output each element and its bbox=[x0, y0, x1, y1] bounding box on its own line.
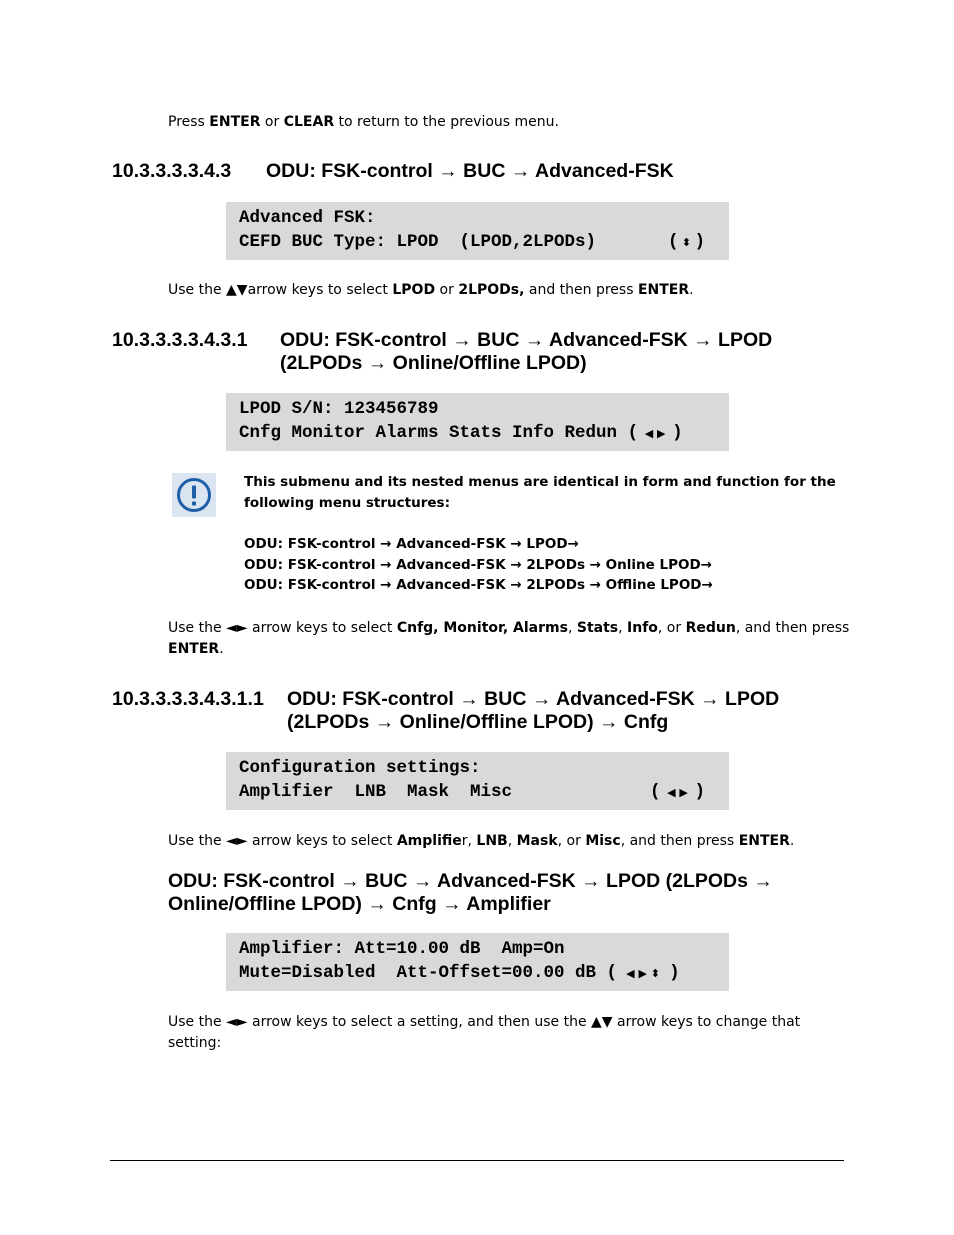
paren: ) bbox=[672, 423, 683, 443]
instruction-paragraph-2 bbox=[168, 618, 850, 660]
footer-rule bbox=[110, 1160, 844, 1161]
text: Press bbox=[168, 114, 210, 130]
redun-label: Redun bbox=[685, 620, 736, 636]
left-right-arrow-icon: ◀ ▶ bbox=[644, 427, 666, 440]
section-heading-lpod bbox=[112, 329, 832, 377]
paren: ) bbox=[669, 963, 680, 983]
amplifier-label: Amplifie bbox=[396, 833, 462, 849]
text: , or bbox=[657, 620, 686, 636]
stats-label: Stats bbox=[576, 620, 619, 636]
mask-label: Mask bbox=[516, 833, 558, 849]
lcd-nav-hint bbox=[668, 232, 705, 252]
note-line: following menu structures: bbox=[244, 494, 450, 511]
section-heading-amplifier bbox=[168, 870, 773, 916]
section-number: 10.3.3.3.3.4.3.1 bbox=[112, 329, 248, 351]
enter-key-label: ENTER bbox=[168, 641, 220, 657]
lcd-nav-hint bbox=[650, 782, 705, 802]
text: , bbox=[567, 620, 577, 636]
lcd-display-lpod bbox=[226, 393, 729, 451]
section-title: ODU: FSK-control → BUC → Advanced-FSK bbox=[266, 160, 674, 182]
text: and then press bbox=[524, 282, 638, 298]
lcd-display-cnfg bbox=[226, 752, 729, 810]
clear-key-label: CLEAR bbox=[283, 114, 335, 130]
menu-path: ODU: FSK-control → Advanced-FSK → 2LPODs → Offline LPOD→ bbox=[244, 577, 713, 593]
misc-label: Misc bbox=[585, 833, 621, 849]
note-text bbox=[244, 472, 836, 596]
text: . bbox=[789, 833, 795, 849]
lnb-label: LNB bbox=[476, 833, 508, 849]
text: or bbox=[435, 282, 459, 298]
section-title-line-2: (2LPODs → Online/Offline LPOD) bbox=[280, 352, 587, 374]
exclamation-circle-icon bbox=[172, 473, 216, 517]
text: . bbox=[219, 641, 224, 657]
text: , bbox=[507, 833, 517, 849]
text-line: Use the ◄► arrow keys to select a setting, and then use the ▲▼ arrow keys to change that bbox=[168, 1014, 801, 1030]
section-title-line-1: ODU: FSK-control → BUC → Advanced-FSK → LPOD bbox=[287, 688, 780, 710]
menu-items-label: Cnfg, Monitor, Alarms bbox=[396, 620, 568, 636]
lcd-line-1: Amplifier: Att=10.00 dB Amp=On bbox=[239, 939, 565, 959]
text: , bbox=[618, 620, 628, 636]
section-number: 10.3.3.3.3.4.3 bbox=[112, 160, 232, 182]
instruction-paragraph-3 bbox=[168, 831, 794, 852]
menu-path: ODU: FSK-control → Advanced-FSK → 2LPODs → Online LPOD→ bbox=[244, 556, 712, 573]
section-title-line-1: ODU: FSK-control → BUC → Advanced-FSK → LPOD bbox=[280, 329, 773, 351]
text: or bbox=[260, 114, 284, 130]
important-note-icon bbox=[172, 473, 216, 517]
lcd-display-advanced-fsk bbox=[226, 202, 729, 260]
up-down-arrow-icon: ⬍ bbox=[681, 236, 692, 249]
lcd-display-amplifier bbox=[226, 933, 729, 991]
enter-key-label: ENTER bbox=[209, 114, 261, 130]
lcd-line-2 bbox=[239, 963, 680, 983]
paren: ) bbox=[694, 782, 706, 802]
lcd-line-1: Configuration settings: bbox=[239, 758, 481, 778]
left-right-arrow-icon: ◀ ▶ bbox=[667, 786, 688, 799]
text: Use the ◄► arrow keys to select bbox=[168, 620, 397, 636]
text: . bbox=[689, 282, 694, 298]
text: Use the ◄► arrow keys to select bbox=[168, 833, 397, 849]
text: , and then press bbox=[735, 620, 850, 636]
instruction-paragraph-1 bbox=[168, 280, 694, 301]
section-title-line-2: Online/Offline LPOD) → Cnfg → Amplifier bbox=[168, 893, 551, 915]
lcd-line-2: Amplifier LNB Mask Misc bbox=[239, 782, 513, 802]
text: Use the ▲▼arrow keys to select bbox=[168, 282, 393, 298]
lcd-line-1: LPOD S/N: 123456789 bbox=[239, 399, 439, 419]
text: , and then press bbox=[620, 833, 739, 849]
menu-path: ODU: FSK-control → Advanced-FSK → LPOD→ bbox=[244, 536, 579, 552]
paren: ( bbox=[650, 782, 661, 802]
text: r, bbox=[461, 833, 477, 849]
lcd-line-2: CEFD BUC Type: LPOD (LPOD,2LPODs) bbox=[239, 232, 597, 252]
section-title-line-1: ODU: FSK-control → BUC → Advanced-FSK → LPOD (2LPODs → bbox=[168, 870, 773, 892]
intro-paragraph bbox=[168, 112, 559, 133]
paren: ) bbox=[694, 232, 706, 252]
text: , or bbox=[557, 833, 586, 849]
info-label: Info bbox=[627, 620, 658, 636]
lpod-label: LPOD bbox=[392, 282, 436, 298]
text: to return to the previous menu. bbox=[334, 114, 559, 130]
lcd-line-2 bbox=[239, 423, 683, 443]
section-title-line-2: (2LPODs → Online/Offline LPOD) → Cnfg bbox=[287, 711, 669, 733]
note-line: This submenu and its nested menus are identical in form and function for the bbox=[244, 474, 836, 490]
enter-key-label: ENTER bbox=[637, 282, 690, 298]
lcd-line-1: Advanced FSK: bbox=[239, 208, 376, 228]
lcd-line-2-text: Mute=Disabled Att-Offset=00.00 dB ( bbox=[239, 963, 618, 983]
section-heading-advanced-fsk bbox=[112, 160, 674, 183]
2lpods-label: 2LPODs, bbox=[458, 282, 525, 298]
instruction-paragraph-4 bbox=[168, 1012, 800, 1054]
text-line: setting: bbox=[168, 1035, 222, 1051]
section-number: 10.3.3.3.3.4.3.1.1 bbox=[112, 688, 264, 710]
section-heading-cnfg bbox=[112, 688, 832, 736]
lcd-line-2-text: Cnfg Monitor Alarms Stats Info Redun ( bbox=[239, 423, 639, 443]
left-right-up-down-arrow-icon: ◀ ▶ ⬍ bbox=[626, 967, 660, 980]
paren: ( bbox=[668, 232, 679, 252]
enter-key-label: ENTER bbox=[738, 833, 790, 849]
